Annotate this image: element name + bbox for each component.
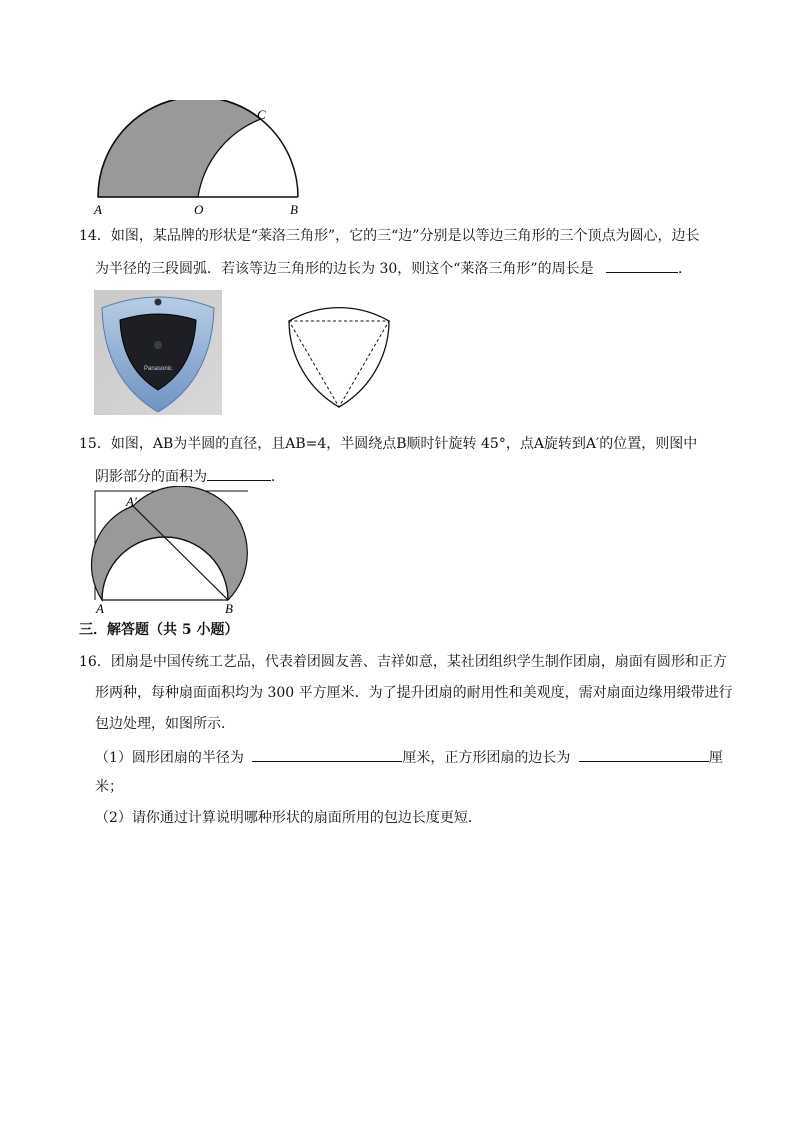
question-16-line2: 形两种，每种扇面面积均为 300 平方厘米．为了提升团扇的耐用性和美观度，需对扇面边缘用缎带进行 bbox=[95, 685, 733, 701]
reuleaux-triangle bbox=[289, 308, 389, 407]
question-16-text-1: 团扇是中国传统工艺品，代表着团圆友善、吉祥如意，某社团组织学生制作团扇，扇面有圆形和正方 bbox=[110, 654, 727, 670]
question-14-line1 bbox=[79, 226, 699, 246]
label-a-15: A bbox=[96, 601, 104, 616]
shaded-region-13 bbox=[98, 100, 261, 197]
answer-blank-radius[interactable] bbox=[252, 746, 402, 762]
question-15-line1 bbox=[79, 434, 697, 454]
part1-text-b: 厘米，正方形团扇的边长为 bbox=[402, 750, 571, 766]
vacuum-button-icon bbox=[154, 341, 162, 349]
answer-blank-side[interactable] bbox=[579, 746, 709, 762]
label-a: A bbox=[94, 202, 102, 217]
question-16-part1 bbox=[95, 746, 723, 768]
inner-equilateral-triangle bbox=[289, 321, 389, 407]
question-14-end: ． bbox=[678, 261, 693, 277]
answer-blank-15[interactable] bbox=[207, 465, 271, 481]
robot-vacuum-photo bbox=[94, 290, 222, 415]
label-c: C bbox=[257, 107, 266, 122]
question-15-line2 bbox=[95, 465, 285, 487]
figure-15-rotation bbox=[90, 486, 260, 618]
section-3-title: 三．解答题（共 5 小题） bbox=[79, 622, 239, 638]
question-16-number: 16． bbox=[79, 654, 111, 670]
question-15-text-1: 如图，AB为半圆的直径，且AB=4，半圆绕点B顺时针旋转 45°，点A旋转到A′的位置，则图中 bbox=[110, 436, 698, 452]
question-16-line3: 包边处理，如图所示． bbox=[95, 716, 235, 732]
question-16-part2: （2）请你通过计算说明哪种形状的扇面所用的包边长度更短． bbox=[95, 810, 482, 826]
label-b-15: B bbox=[225, 601, 233, 616]
question-14-text-2: 为半径的三段圆弧．若该等边三角形的边长为 30，则这个“莱洛三角形”的周长是 bbox=[95, 261, 594, 277]
question-14-line2 bbox=[95, 257, 692, 279]
question-14-number: 14． bbox=[79, 228, 111, 244]
question-16-line1 bbox=[79, 652, 727, 672]
question-16-part1-cont: 米； bbox=[95, 779, 123, 795]
label-b: B bbox=[290, 202, 298, 217]
figure-13-semicircle bbox=[88, 100, 308, 220]
answer-blank-14[interactable] bbox=[606, 257, 678, 273]
vacuum-brand: Panasonic bbox=[143, 366, 173, 372]
reuleaux-triangle-figure bbox=[280, 292, 405, 416]
label-o: O bbox=[194, 202, 204, 217]
part1-text-a: （1）圆形团扇的半径为 bbox=[95, 750, 244, 766]
question-14-text-1: 如图，某品牌的形状是“莱洛三角形”，它的三“边”分别是以等边三角形的三个顶点为圆心，边长 bbox=[110, 228, 700, 244]
label-a-prime: A′ bbox=[126, 494, 137, 509]
question-15-text-2: 阴影部分的面积为 bbox=[95, 469, 207, 485]
question-15-end: ． bbox=[271, 469, 285, 485]
part1-text-c: 厘 bbox=[708, 750, 723, 766]
shaded-region-15 bbox=[92, 486, 248, 600]
question-15-number: 15． bbox=[79, 436, 111, 452]
